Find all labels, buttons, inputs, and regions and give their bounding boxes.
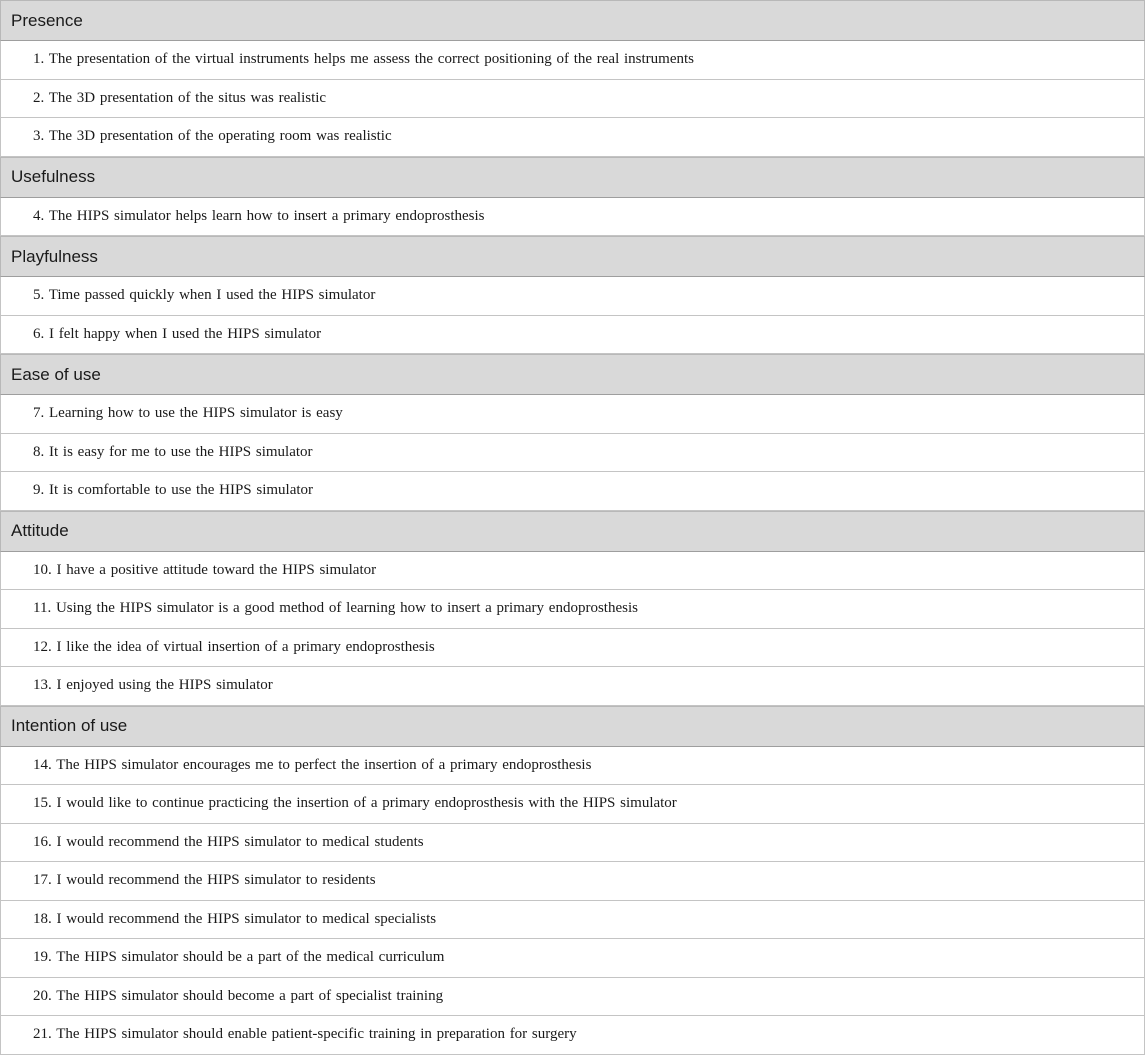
table-row: 14. The HIPS simulator encourages me to perfect the insertion of a primary endoprosthesis bbox=[0, 747, 1145, 786]
table-row: 1. The presentation of the virtual instruments helps me assess the correct positioning of the real instruments bbox=[0, 41, 1145, 80]
table-row: 7. Learning how to use the HIPS simulator is easy bbox=[0, 395, 1145, 434]
table-row: 5. Time passed quickly when I used the HIPS simulator bbox=[0, 277, 1145, 316]
section-header-presence: Presence bbox=[0, 0, 1145, 41]
table-row: 11. Using the HIPS simulator is a good method of learning how to insert a primary endoprosthesis bbox=[0, 590, 1145, 629]
section-header-ease-of-use: Ease of use bbox=[0, 354, 1145, 395]
section-header-usefulness: Usefulness bbox=[0, 157, 1145, 198]
table-row: 15. I would like to continue practicing the insertion of a primary endoprosthesis with the HIPS simulator bbox=[0, 785, 1145, 824]
table-row: 16. I would recommend the HIPS simulator to medical students bbox=[0, 824, 1145, 863]
table-row: 18. I would recommend the HIPS simulator to medical specialists bbox=[0, 901, 1145, 940]
table-row: 10. I have a positive attitude toward the HIPS simulator bbox=[0, 552, 1145, 591]
section-header-playfulness: Playfulness bbox=[0, 236, 1145, 277]
section-header-attitude: Attitude bbox=[0, 511, 1145, 552]
table-row: 9. It is comfortable to use the HIPS simulator bbox=[0, 472, 1145, 511]
table-row: 12. I like the idea of virtual insertion of a primary endoprosthesis bbox=[0, 629, 1145, 668]
table-row: 13. I enjoyed using the HIPS simulator bbox=[0, 667, 1145, 706]
table-row: 6. I felt happy when I used the HIPS simulator bbox=[0, 316, 1145, 355]
table-row: 2. The 3D presentation of the situs was realistic bbox=[0, 80, 1145, 119]
table-row: 17. I would recommend the HIPS simulator to residents bbox=[0, 862, 1145, 901]
table-row: 21. The HIPS simulator should enable patient-specific training in preparation for surgery bbox=[0, 1016, 1145, 1055]
table-row: 8. It is easy for me to use the HIPS simulator bbox=[0, 434, 1145, 473]
table-row: 4. The HIPS simulator helps learn how to insert a primary endoprosthesis bbox=[0, 198, 1145, 237]
table-row: 19. The HIPS simulator should be a part of the medical curriculum bbox=[0, 939, 1145, 978]
table-row: 3. The 3D presentation of the operating room was realistic bbox=[0, 118, 1145, 157]
section-header-intention-of-use: Intention of use bbox=[0, 706, 1145, 747]
table-row: 20. The HIPS simulator should become a part of specialist training bbox=[0, 978, 1145, 1017]
